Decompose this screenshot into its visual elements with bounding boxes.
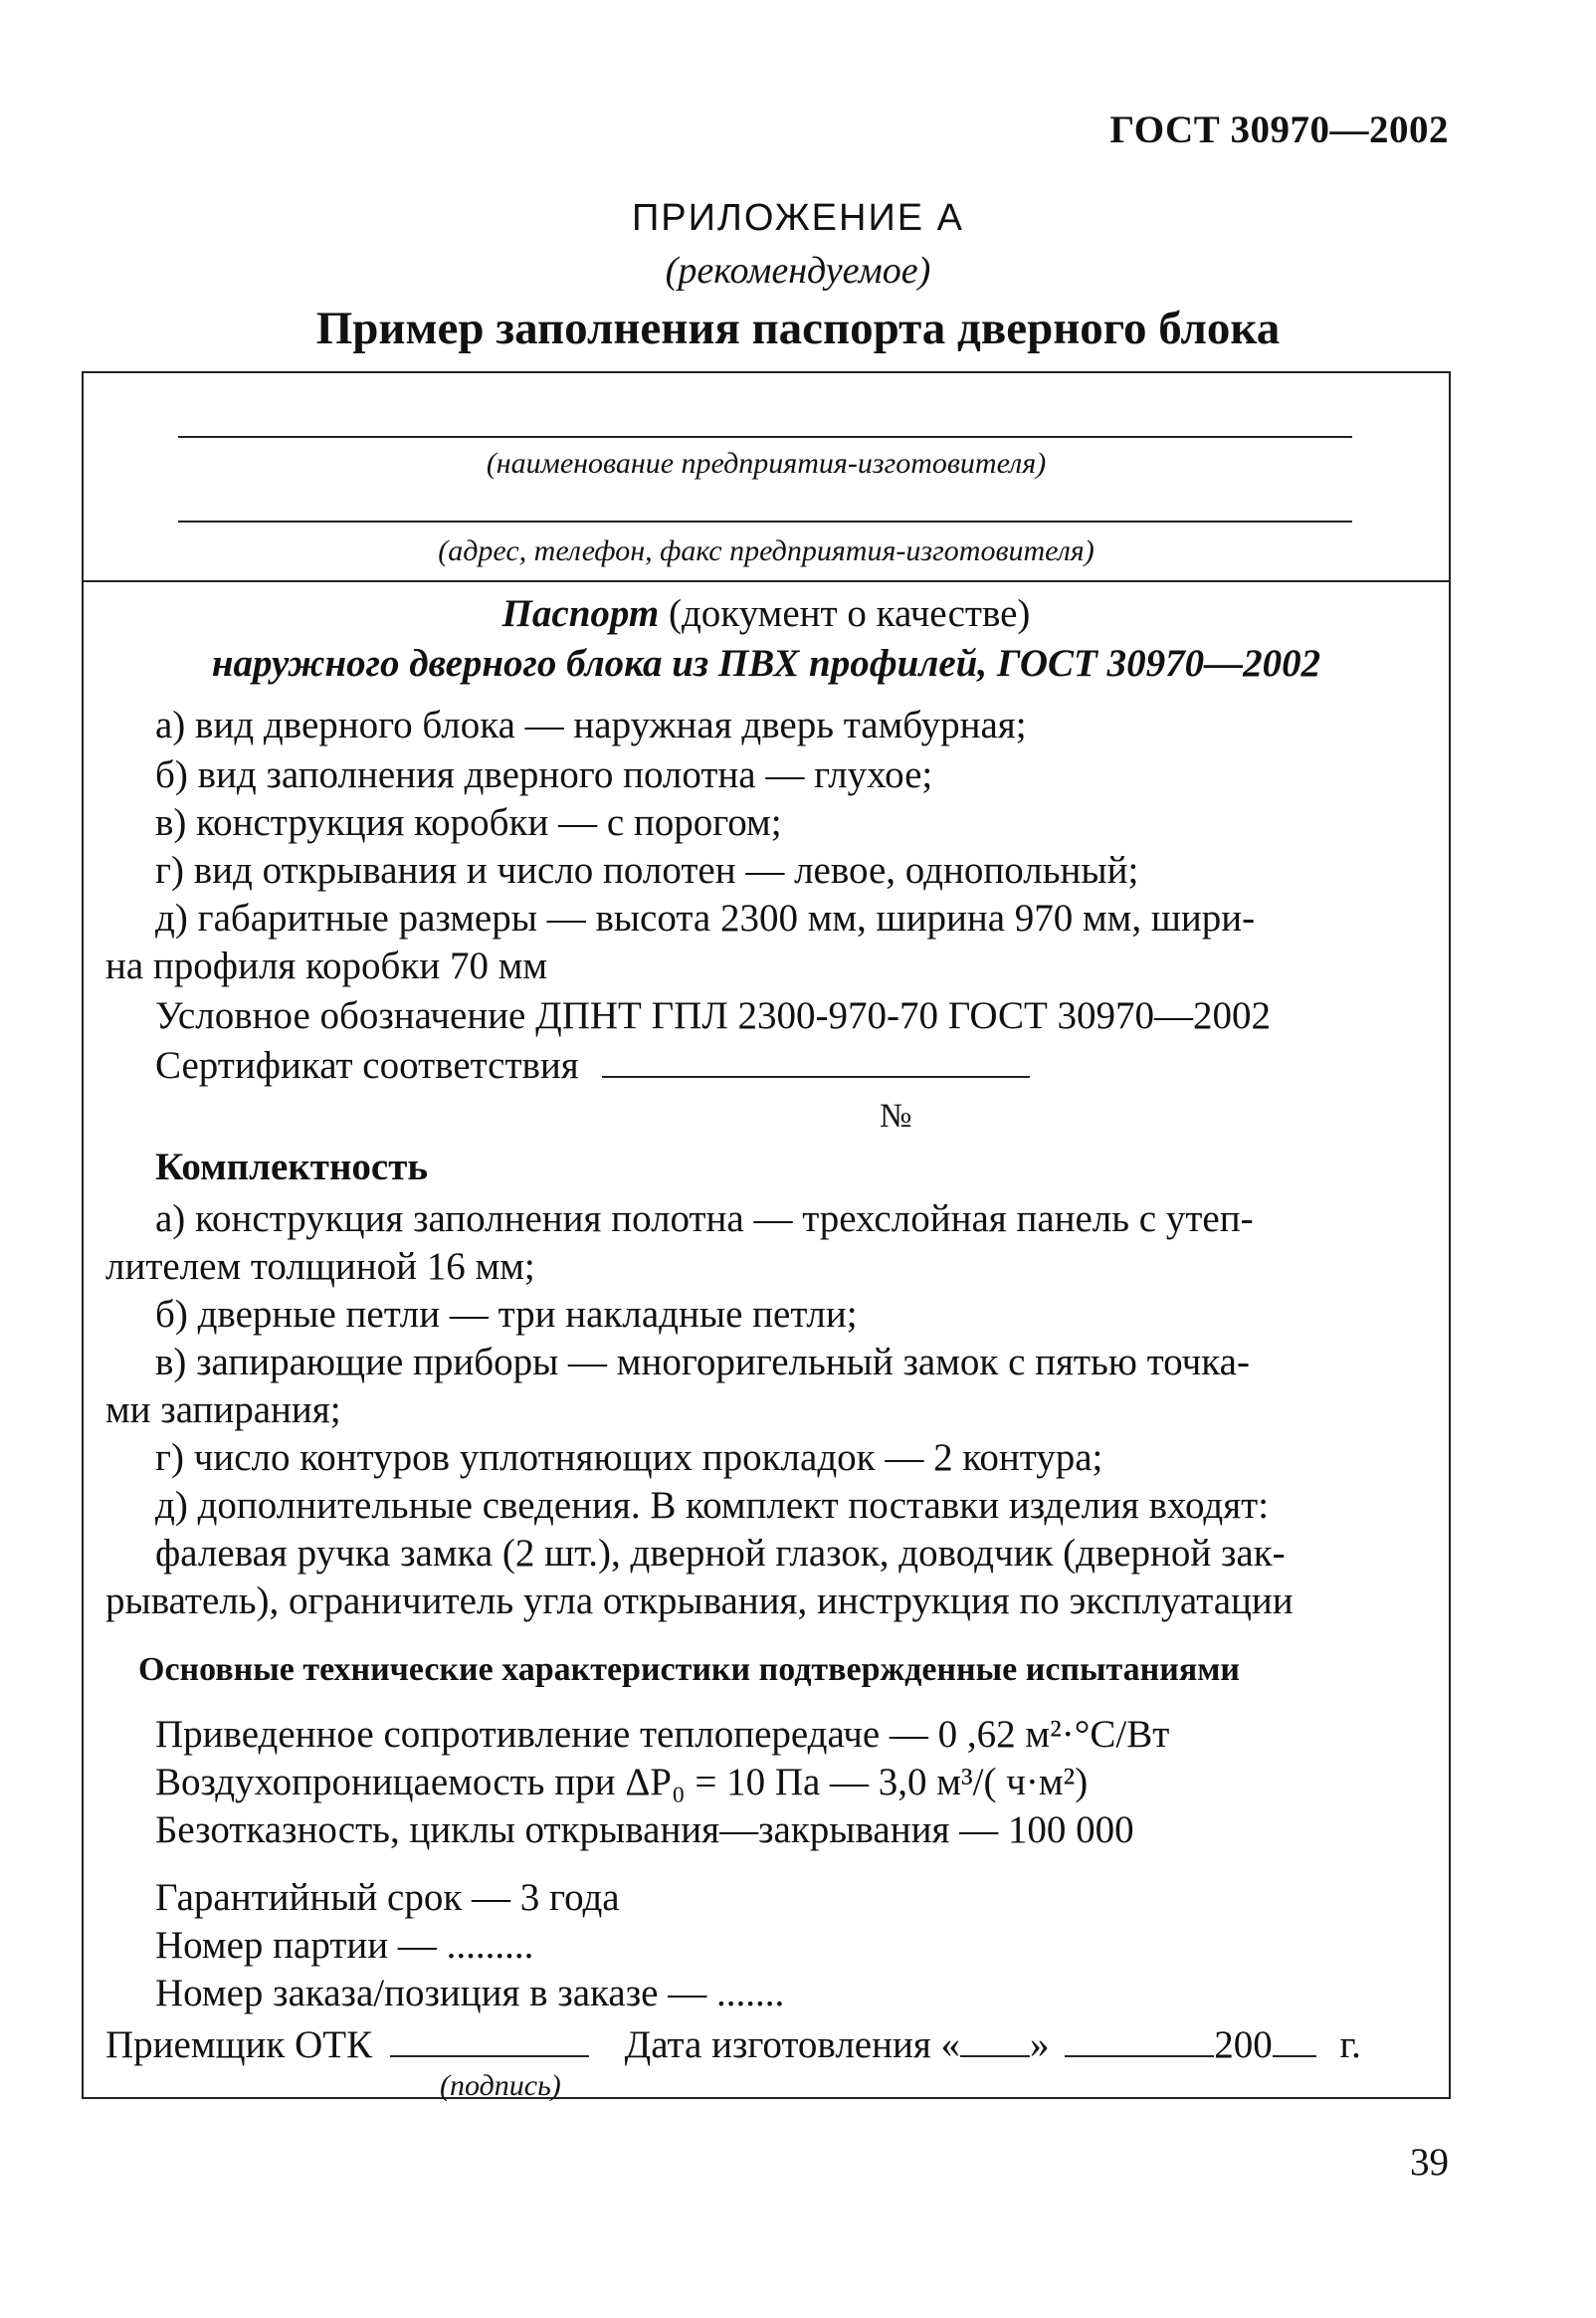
year-field	[1273, 2055, 1316, 2057]
completeness-item-e-cont2: рыватель), ограничитель угла открывания, инструкция по эксплуатации	[105, 1580, 1294, 1622]
date-day-field	[960, 2055, 1030, 2057]
document-code: ГОСТ 30970—2002	[1109, 108, 1449, 151]
order-number: Номер заказа/позиция в заказе — .......	[155, 1972, 785, 2014]
batch-number: Номер партии — .........	[155, 1924, 534, 1967]
passport-item-b: б) вид заполнения дверного полотна — глухое;	[155, 753, 933, 796]
manufacturer-address-line	[178, 521, 1352, 523]
warranty: Гарантийный срок — 3 года	[155, 1876, 620, 1919]
passport-heading	[84, 594, 1449, 633]
manufacturer-address-caption: (адрес, телефон, факс предприятия-изготовителя)	[438, 534, 1095, 567]
date-month-field	[1065, 2055, 1214, 2057]
appendix-title: Пример заполнения паспорта дверного блока	[315, 303, 1281, 354]
inspector-label: Приемщик ОТК	[105, 2023, 373, 2066]
characteristics-heading: Основные технические характеристики подтвержденные испытаниями	[138, 1651, 1240, 1688]
passport-subheading: наружного дверного блока из ПВХ профилей, ГОСТ 30970—2002	[211, 642, 1321, 685]
passport-frame	[82, 371, 1451, 2102]
passport-item-a: а) вид дверного блока — наружная дверь тамбурная;	[155, 704, 1027, 746]
manufacturer-name-line	[178, 436, 1352, 438]
passport-item-c: в) конструкция коробки — с порогом;	[155, 801, 782, 844]
passport-heading-bold: Паспорт	[501, 592, 660, 635]
date-label: Дата изготовления «	[624, 2023, 961, 2066]
completeness-item-b: б) дверные петли — три накладные петли;	[155, 1293, 858, 1336]
passport-item-e-cont: на профиля коробки 70 мм	[105, 945, 548, 987]
completeness-item-e: д) дополнительные сведения. В комплект поставки изделия входят:	[155, 1484, 1270, 1527]
certificate-label: Сертификат соответствия	[155, 1044, 579, 1087]
certificate-field	[602, 1076, 1030, 1078]
certificate-row	[155, 1046, 1030, 1085]
passport-item-e: д) габаритные размеры — высота 2300 мм, ширина 970 мм, шири-	[155, 897, 1256, 940]
manufacturer-name-caption: (наименование предприятия-изготовителя)	[486, 447, 1047, 480]
reliability: Безотказность, циклы открывания—закрывания — 100 000	[155, 1808, 1134, 1851]
acceptance-row	[105, 2025, 1361, 2064]
year-suffix: г.	[1339, 2023, 1361, 2066]
heat-resistance: Приведенное сопротивление теплопередаче — 0 ,62 м²·°С/Вт	[155, 1713, 1170, 1756]
year-prefix: 200	[1214, 2023, 1273, 2066]
completeness-item-c-cont: ми запирания;	[105, 1388, 341, 1431]
inspector-signature-field	[390, 2055, 589, 2057]
completeness-item-c: в) запирающие приборы — многоригельный замок с пятью точка-	[155, 1341, 1250, 1383]
completeness-item-a-cont: лителем толщиной 16 мм;	[105, 1245, 535, 1288]
passport-heading-rest: (документ о качестве)	[659, 592, 1031, 635]
appendix-note: (рекомендуемое)	[665, 250, 931, 292]
completeness-heading: Комплектность	[155, 1146, 429, 1188]
page-number: 39	[1410, 2141, 1449, 2184]
air-permeability: Воздухопроницаемость при ΔP₀ = 10 Па — 3,0 м³/( ч·м²)	[155, 1761, 1089, 1803]
completeness-item-a: а) конструкция заполнения полотна — трехслойная панель с утеп-	[155, 1197, 1254, 1240]
appendix-label: ПРИЛОЖЕНИЕ А	[631, 197, 965, 239]
signature-caption: (подпись)	[440, 2069, 561, 2102]
passport-item-d: г) вид открывания и число полотен — левое, однопольный;	[155, 849, 1139, 892]
completeness-item-e-cont1: фалевая ручка замка (2 шт.), дверной глазок, доводчик (дверной зак-	[155, 1532, 1286, 1575]
certificate-number-sign: №	[880, 1098, 912, 1135]
designation: Условное обозначение ДПНТ ГПЛ 2300-970-70 ГОСТ 30970—2002	[155, 994, 1272, 1037]
section-divider	[84, 580, 1449, 582]
date-close-quote: »	[1030, 2023, 1050, 2066]
completeness-item-d: г) число контуров уплотняющих прокладок — 2 контура;	[155, 1436, 1103, 1479]
